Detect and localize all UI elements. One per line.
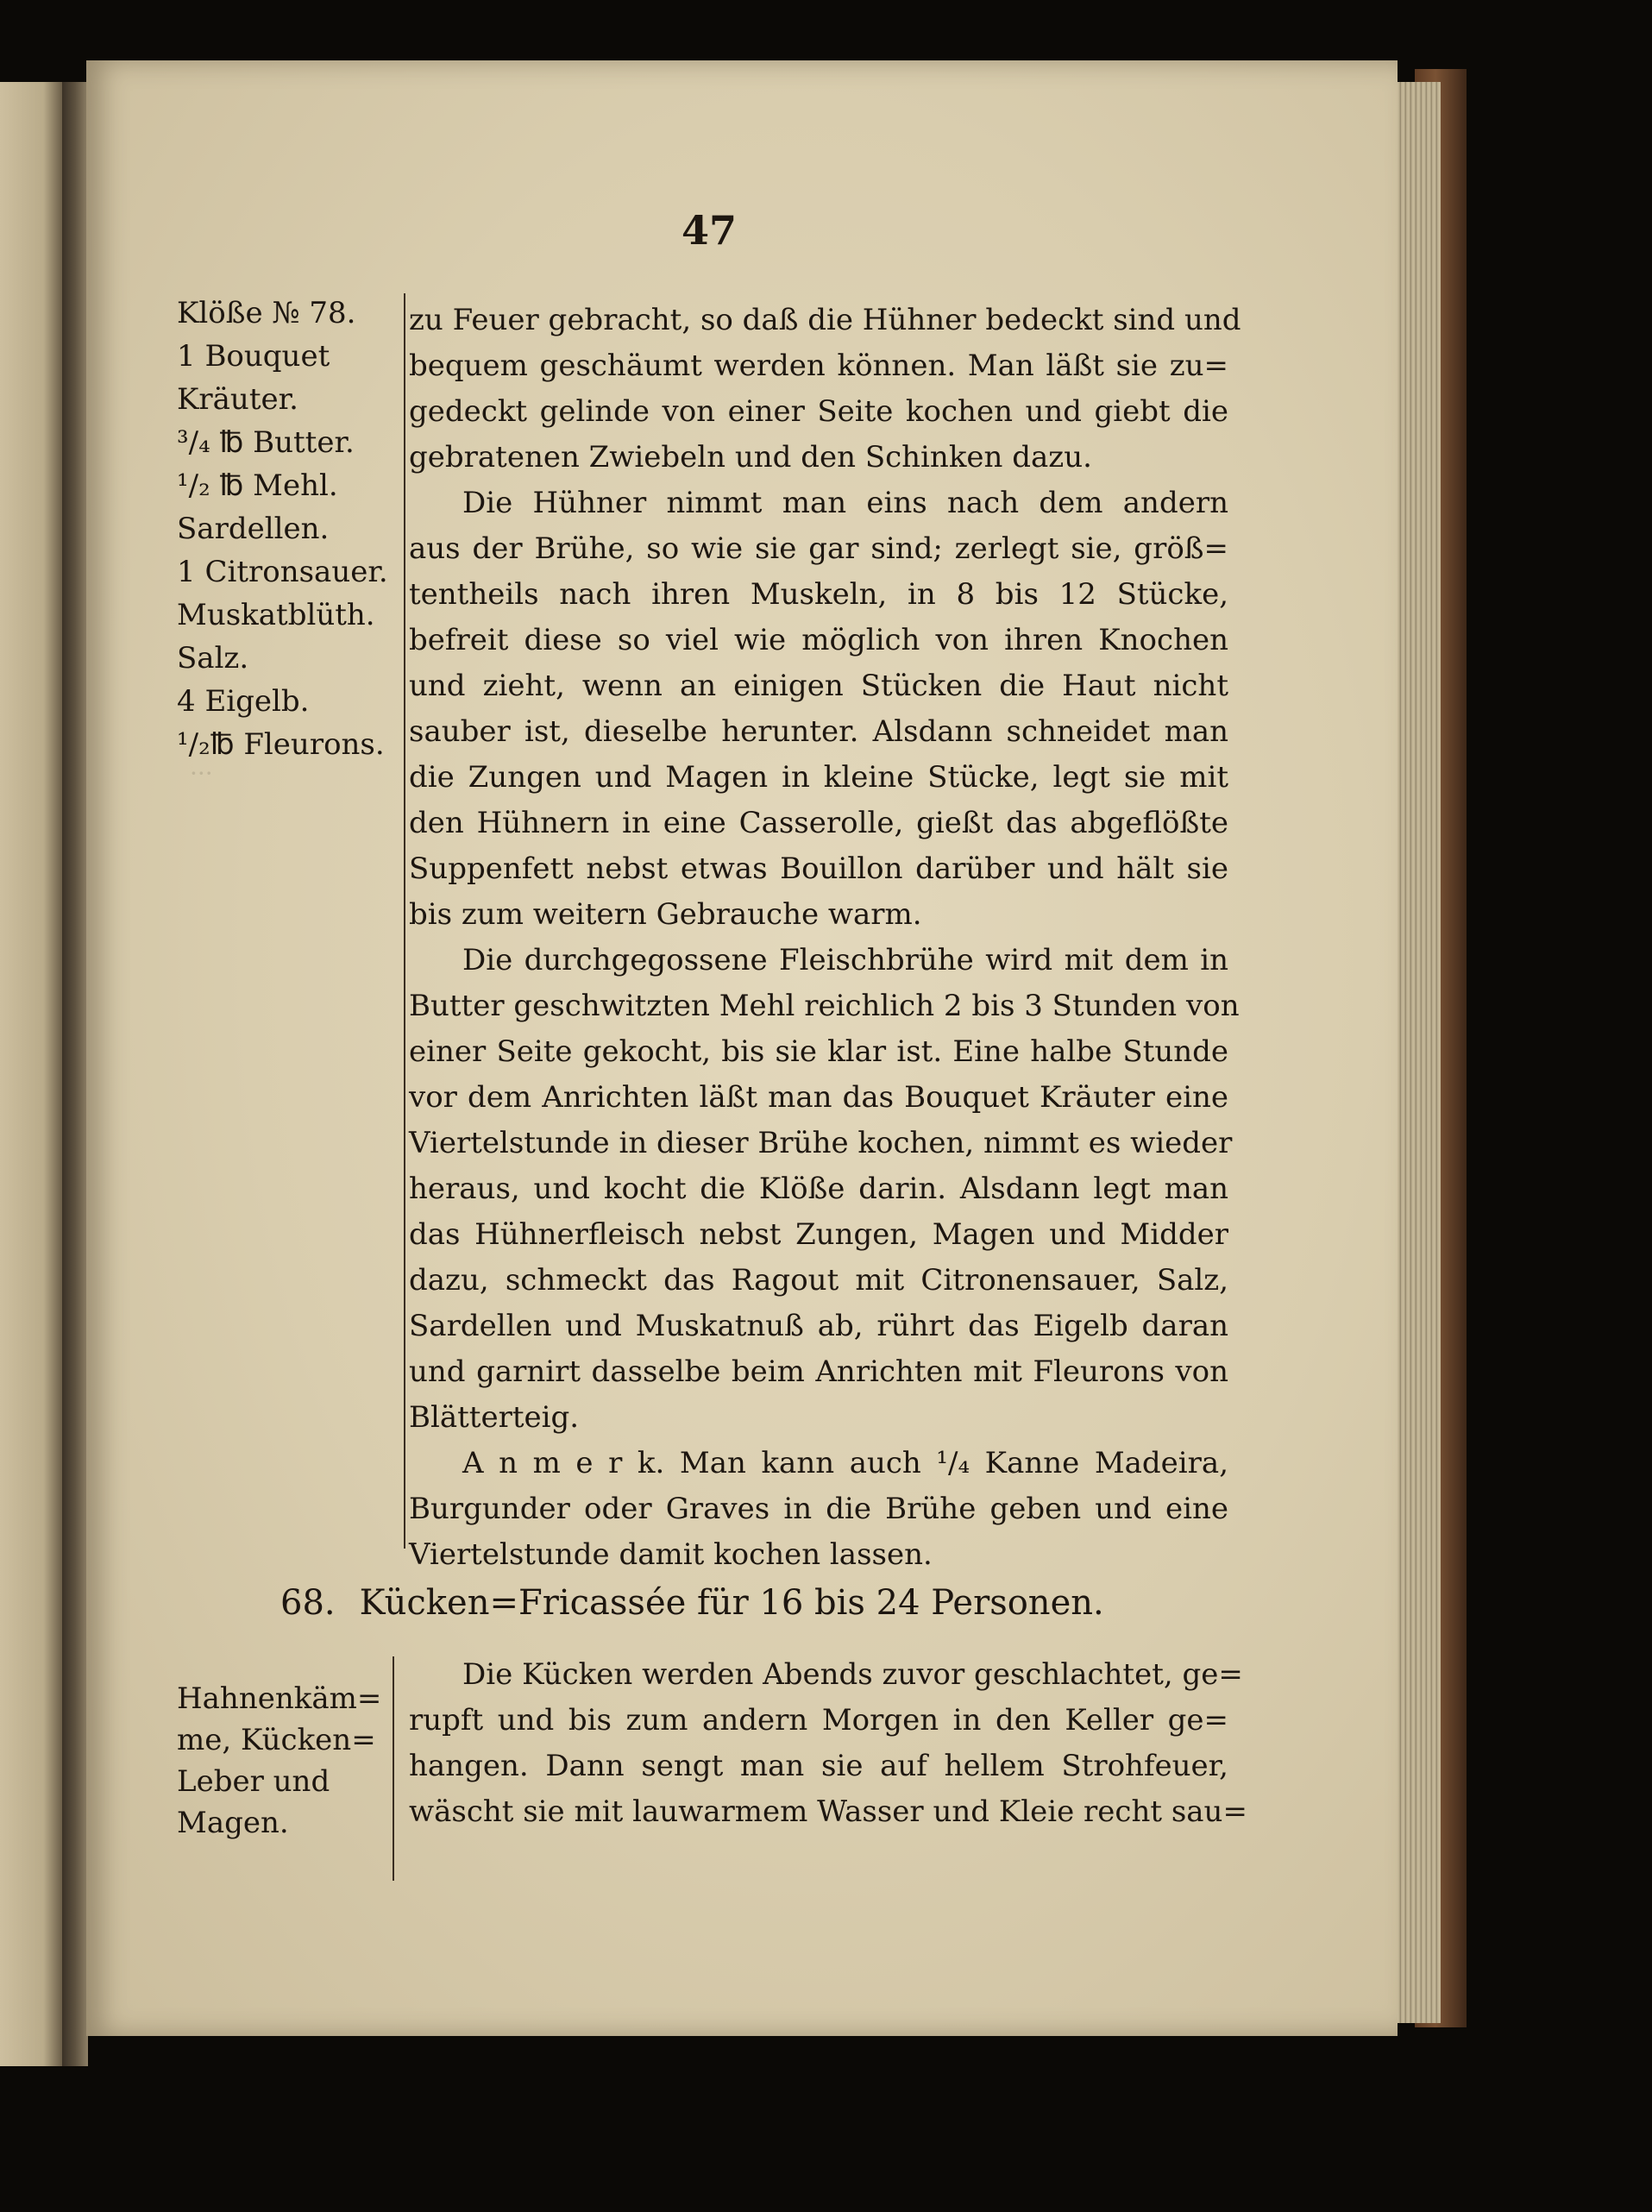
page-number: 47 (682, 207, 738, 254)
margin-line: 1 Citronsauer. (177, 555, 388, 589)
text-line: vor dem Anrichten läßt man das Bouquet Kräuter eine (409, 1080, 1228, 1115)
margin-line: me, Kücken= (177, 1723, 376, 1757)
text-line: Suppenfett nebst etwas Bouillon darüber und hält sie (409, 851, 1228, 886)
text-line: Die Kücken werden Abends zuvor geschlachtet, ge= (462, 1657, 1243, 1692)
text-line: hangen. Dann sengt man sie auf hellem Strohfeuer, (409, 1749, 1228, 1783)
recipe-heading (280, 1583, 1229, 1623)
text-line: aus der Brühe, so wie sie gar sind; zerlegt sie, größ= (409, 531, 1228, 566)
text-line: und garnirt dasselbe beim Anrichten mit Fleurons von (409, 1354, 1228, 1389)
text-line: Blätterteig. (409, 1400, 580, 1435)
text-line: Die Hühner nimmt man eins nach dem andern (462, 486, 1228, 520)
text-line: die Zungen und Magen in kleine Stücke, legt sie mit (409, 760, 1228, 795)
text-line: einer Seite gekocht, bis sie klar ist. Eine halbe Stunde (409, 1034, 1228, 1069)
margin-line: Leber und (177, 1764, 330, 1799)
margin-line: ¹/₂℔ Fleurons. (177, 727, 385, 762)
margin-line: Salz. (177, 641, 249, 676)
recipe-number: 68. (280, 1583, 336, 1623)
text-line: Burgunder oder Graves in die Brühe geben und eine (409, 1492, 1228, 1526)
bleed-through: ··· (190, 759, 213, 788)
text-line: sauber ist, dieselbe herunter. Alsdann schneidet man (409, 714, 1228, 749)
text-line: Viertelstunde in dieser Brühe kochen, nimmt es wieder (409, 1126, 1233, 1160)
margin-line: Muskatblüth. (177, 598, 375, 632)
margin-line: Hahnenkäm= (177, 1681, 382, 1716)
text-line: das Hühnerfleisch nebst Zungen, Magen und Midder (409, 1217, 1228, 1252)
text-line: zu Feuer gebracht, so daß die Hühner bedeckt sind und (409, 303, 1241, 337)
margin-line: ³/₄ ℔ Butter. (177, 425, 355, 460)
margin-line: Magen. (177, 1806, 289, 1840)
text-line: dazu, schmeckt das Ragout mit Citronensauer, Salz, (409, 1263, 1228, 1298)
text-line: Viertelstunde damit kochen lassen. (409, 1537, 933, 1572)
margin-ingredients-bottom (177, 1678, 388, 1844)
text-line: Butter geschwitzten Mehl reichlich 2 bis 3 Stunden von (409, 989, 1240, 1023)
book-gutter (62, 82, 88, 2066)
text-line: befreit diese so viel wie möglich von ihren Knochen (409, 623, 1228, 657)
text-line: gebratenen Zwiebeln und den Schinken dazu. (409, 440, 1092, 474)
text-line: den Hühnern in eine Casserolle, gießt das abgeflößte (409, 806, 1228, 840)
text-line: bis zum weitern Gebrauche warm. (409, 897, 922, 932)
text-line: und zieht, wenn an einigen Stücken die Haut nicht (409, 669, 1228, 703)
text-line: wäscht sie mit lauwarmem Wasser und Kleie recht sau= (409, 1794, 1247, 1829)
text-line: Die durchgegossene Fleischbrühe wird mit dem in (462, 943, 1228, 977)
text-line: tentheils nach ihren Muskeln, in 8 bis 12 Stücke, (409, 577, 1228, 612)
margin-line: Klöße № 78. (177, 296, 356, 330)
margin-line: Kräuter. (177, 382, 298, 417)
facing-page-edge (0, 82, 62, 2066)
margin-line: 1 Bouquet (177, 339, 330, 374)
recipe-title: Kücken=Fricassée für 16 bis 24 Personen. (359, 1583, 1104, 1623)
text-line: gedeckt gelinde von einer Seite kochen und giebt die (409, 394, 1228, 429)
text-line: heraus, und kocht die Klöße darin. Alsdann legt man (409, 1172, 1228, 1206)
body-text-bottom (409, 1652, 1247, 1835)
margin-ingredients-top (177, 292, 388, 766)
text-line: Sardellen und Muskatnuß ab, rührt das Eigelb daran (409, 1309, 1228, 1343)
body-text-top (409, 298, 1241, 1578)
text-line: rupft und bis zum andern Morgen in den Keller ge= (409, 1703, 1228, 1738)
text-line: bequem geschäumt werden können. Man läßt sie zu= (409, 349, 1228, 383)
margin-line: 4 Eigelb. (177, 684, 310, 719)
column-rule-top (404, 293, 405, 1549)
margin-line: ¹/₂ ℔ Mehl. (177, 468, 338, 503)
margin-line: Sardellen. (177, 512, 330, 546)
text-line: A n m e r k. Man kann auch ¹/₄ Kanne Madeira, (462, 1446, 1228, 1480)
column-rule-bottom (393, 1656, 394, 1881)
